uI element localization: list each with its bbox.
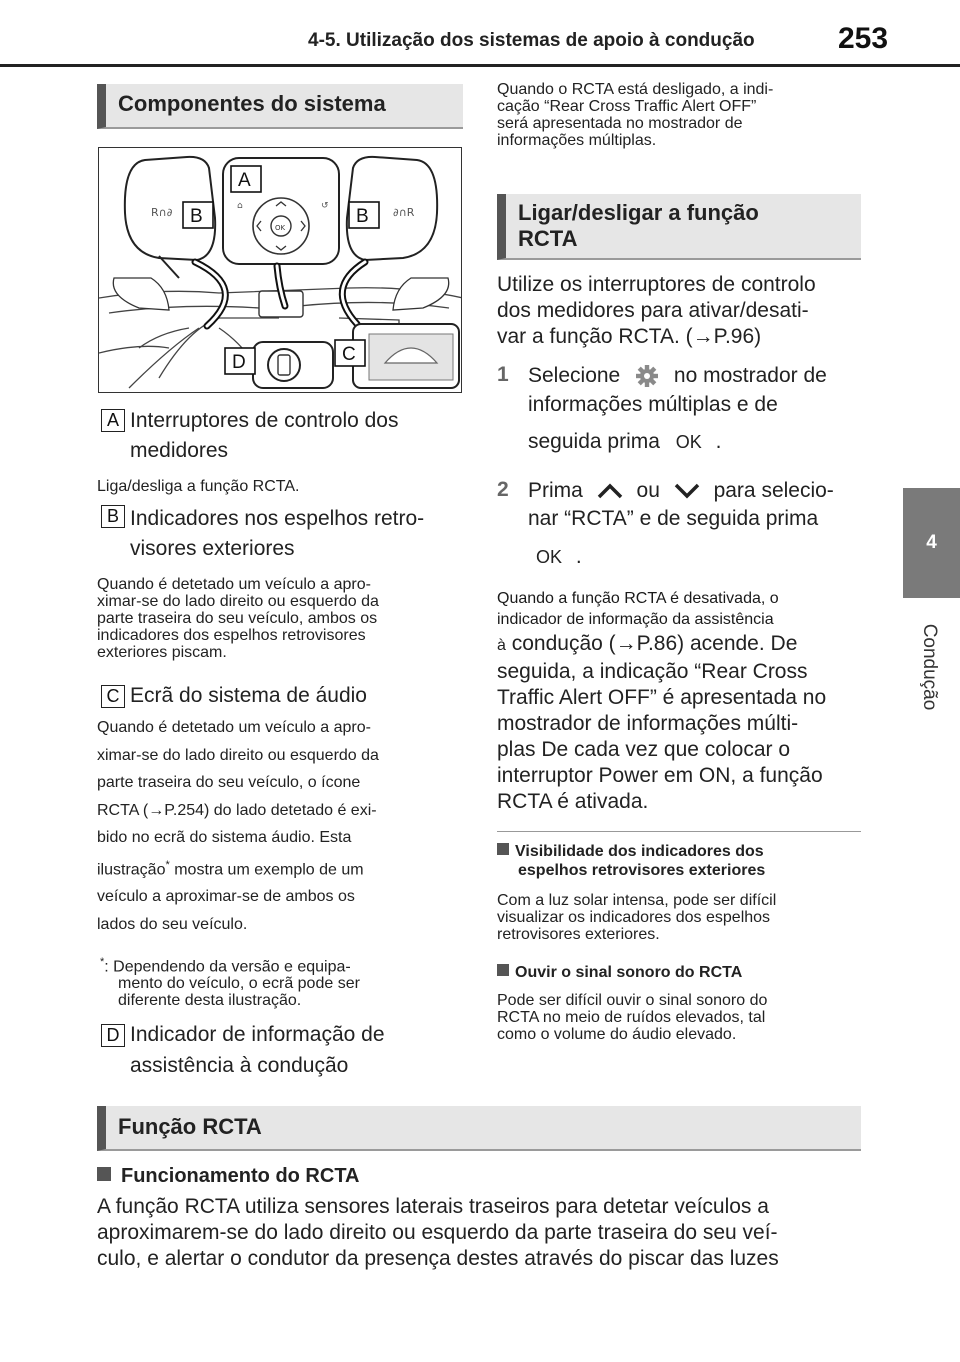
- step-1-text: seguida prima: [528, 430, 660, 453]
- bullet-title-line: espelhos retrovisores exteriores: [518, 862, 766, 879]
- divider: [497, 831, 861, 832]
- section-heading-text: Função RCTA: [118, 1114, 262, 1139]
- bullet-square-icon: [97, 1167, 111, 1181]
- intro-line: cação “Rear Cross Traffic Alert OFF”: [497, 98, 757, 115]
- footnote-line: diferente desta ilustração.: [118, 992, 302, 1010]
- item-c-desc-line: Quando é detetado um veículo a apro-: [97, 719, 371, 736]
- callout-a: A: [238, 170, 251, 191]
- toggle-body-line: var a função RCTA. (→P.96): [497, 325, 762, 348]
- chapter-label-text: Condução: [919, 623, 940, 711]
- item-b-title-line2: visores exteriores: [130, 537, 295, 560]
- dashboard-drawing: [99, 148, 462, 393]
- bullet-text-line: Com a luz solar intensa, pode ser difícil: [497, 892, 777, 909]
- page-header: [0, 0, 960, 68]
- note-line: seguida, a indicação “Rear Cross: [497, 660, 808, 683]
- bullet-text-line: como o volume do áudio elevado.: [497, 1026, 737, 1043]
- rcta-operation-text: [97, 1194, 779, 1272]
- item-c-desc-line: [97, 852, 379, 884]
- section-heading-components: [97, 84, 463, 129]
- item-c-desc-line: parte traseira do seu veículo, o ícone: [97, 774, 361, 791]
- note-large-fragment: condução (→P.86) acende. De: [505, 632, 798, 655]
- svg-text:⌂: ⌂: [237, 201, 243, 211]
- deactivation-note-small: [497, 588, 779, 630]
- item-c-desc-continuation: mostra um exemplo de um: [169, 860, 364, 878]
- operation-text-line: A função RCTA utiliza sensores laterais traseiros para detetar veículos a: [97, 1195, 769, 1218]
- section-heading-rcta-function: [97, 1106, 861, 1151]
- note-line: Quando a função RCTA é desativada, o: [497, 590, 779, 607]
- bullet-title-text: Ouvir o sinal sonoro do RCTA: [515, 964, 743, 981]
- bullet-text-line: retrovisores exteriores.: [497, 926, 660, 943]
- ok-button-glyph: OK: [675, 432, 702, 452]
- footnote-text: : Dependendo da versão e equipa-: [104, 958, 351, 976]
- bullet-title-text: Funcionamento do RCTA: [121, 1165, 360, 1187]
- note-line: plas De cada vez que colocar o: [497, 738, 791, 761]
- note-line: indicador de informação da assistência: [497, 611, 774, 628]
- intro-line: Quando o RCTA está desligado, a indi-: [497, 81, 774, 98]
- chapter-label: [909, 612, 949, 722]
- label-box-b: B: [101, 505, 125, 528]
- section-heading-text: Componentes do sistema: [118, 91, 386, 116]
- item-d-title-line2: assistência à condução: [130, 1054, 349, 1077]
- bullet-text-line: RCTA no meio de ruídos elevados, tal: [497, 1009, 766, 1026]
- step-1-end: .: [715, 430, 722, 453]
- bullet-visibility-text: [497, 892, 776, 943]
- item-a-title-line1: Interruptores de controlo dos: [130, 409, 399, 432]
- section-heading-line: Ligar/desligar a função: [518, 200, 759, 225]
- note-small-fragment: à: [497, 637, 506, 654]
- item-b-title-line1: Indicadores nos espelhos retro-: [130, 507, 425, 530]
- svg-text:↺: ↺: [321, 201, 329, 211]
- step-number-2: 2: [497, 478, 509, 501]
- toggle-body: [497, 272, 816, 350]
- operation-text-line: culo, e alertar o condutor da presença destes através do piscar das luzes: [97, 1247, 779, 1270]
- note-line: mostrador de informações múlti-: [497, 712, 799, 735]
- note-line: interruptor Power em ON, a função: [497, 764, 823, 787]
- step-1-text: no mostrador de: [673, 364, 827, 387]
- step-1-line2: informações múltiplas e de: [528, 393, 778, 416]
- svg-text:∂∩R: ∂∩R: [393, 206, 415, 219]
- gear-icon: [632, 364, 662, 388]
- item-c-desc-line: RCTA (→P.254) do lado detetado é exi-: [97, 801, 377, 819]
- svg-text:R∩∂: R∩∂: [151, 206, 173, 219]
- system-components-illustration: [98, 147, 462, 393]
- step-2-line3: [528, 544, 582, 570]
- label-box-c: C: [101, 685, 125, 708]
- note-line: [497, 631, 826, 659]
- chevron-down-icon: [672, 481, 702, 501]
- step-2-line1: [528, 478, 834, 504]
- step-number-1: 1: [497, 363, 509, 386]
- intro-line: informações múltiplas.: [497, 132, 657, 149]
- item-a-title-line2: medidores: [130, 439, 229, 462]
- header-title: 4-5. Utilização dos sistemas de apoio à condução: [308, 30, 755, 51]
- footnote-line: [100, 954, 360, 975]
- step-2-text: ou: [636, 479, 660, 502]
- item-d-title-line1: Indicador de informação de: [130, 1023, 385, 1046]
- page-number: 253: [838, 22, 889, 55]
- item-a-desc: Liga/desliga a função RCTA.: [97, 478, 300, 495]
- rcta-off-intro: [497, 81, 773, 149]
- bullet-square-icon: [497, 843, 509, 855]
- intro-line: será apresentada no mostrador de: [497, 115, 743, 132]
- item-c-title: Ecrã do sistema de áudio: [130, 684, 367, 707]
- footnote-mark: *: [100, 956, 105, 968]
- item-c-desc-line: veículo a aproximar-se de ambos os: [97, 888, 355, 906]
- note-line: RCTA é ativada.: [497, 790, 649, 813]
- chevron-up-icon: [595, 481, 625, 501]
- item-c-desc-line: lados do seu veículo.: [97, 915, 248, 933]
- section-heading-text: [518, 200, 759, 252]
- section-heading-line: RCTA: [518, 226, 578, 251]
- label-box-d: D: [101, 1024, 125, 1047]
- item-b-desc-line: ximar-se do lado direito ou esquerdo da: [97, 593, 379, 610]
- bullet-sound-title: [497, 963, 742, 982]
- item-b-desc-line: parte traseira do seu veículo, ambos os: [97, 610, 378, 627]
- bullet-visibility-title: [497, 842, 765, 880]
- step-2-text: para selecio-: [713, 479, 834, 502]
- chapter-tab: 4: [903, 488, 960, 598]
- step-2-line2: nar “RCTA” e de seguida prima: [528, 507, 819, 530]
- bullet-title-text: Visibilidade dos indicadores dos: [515, 843, 764, 860]
- footnote: [100, 954, 360, 1009]
- ok-button-glyph: OK: [536, 547, 563, 567]
- callout-c: C: [342, 344, 356, 365]
- ok-button-text: OK: [275, 224, 286, 232]
- step-1-text: Selecione: [528, 364, 621, 387]
- toggle-body-line: Utilize os interruptores de controlo: [497, 273, 816, 296]
- item-c-desc-line: bido no ecrã do sistema áudio. Esta: [97, 829, 352, 846]
- item-b-desc-line: indicadores dos espelhos retrovisores: [97, 627, 366, 644]
- callout-b-left: B: [190, 206, 203, 227]
- step-2-end: .: [575, 545, 582, 568]
- illustration-word: ilustração: [97, 860, 166, 878]
- step-1-line1: [528, 363, 827, 389]
- note-line: Traffic Alert OFF” é apresentada no: [497, 686, 827, 709]
- item-b-desc: [97, 576, 379, 661]
- footnote-line: mento do veículo, o ecrã pode ser: [118, 975, 360, 993]
- toggle-body-line: dos medidores para ativar/desati-: [497, 299, 809, 322]
- callout-d: D: [232, 352, 246, 373]
- header-rule: [0, 64, 960, 67]
- callout-b-right: B: [356, 206, 369, 227]
- item-c-desc: [97, 714, 379, 938]
- bullet-square-icon: [497, 964, 509, 976]
- section-heading-toggle: [497, 194, 861, 260]
- item-b-desc-line: exteriores piscam.: [97, 644, 227, 661]
- step-2-text: Prima: [528, 479, 583, 502]
- bullet-sound-text: [497, 992, 767, 1043]
- label-box-a: A: [101, 409, 125, 432]
- step-1-line3: [528, 429, 721, 455]
- deactivation-note-large: [497, 631, 826, 815]
- bullet-title-line: [497, 842, 765, 861]
- asterisk-mark: *: [165, 858, 170, 871]
- item-b-desc-line: Quando é detetado um veículo a apro-: [97, 576, 371, 593]
- operation-text-line: aproximarem-se do lado direito ou esquerdo da parte traseira do seu veí-: [97, 1221, 778, 1244]
- item-c-desc-line: ximar-se do lado direito ou esquerdo da: [97, 746, 379, 764]
- bullet-text-line: visualizar os indicadores dos espelhos: [497, 909, 771, 926]
- bullet-text-line: Pode ser difícil ouvir o sinal sonoro do: [497, 992, 768, 1009]
- bullet-operation-title: [97, 1164, 360, 1188]
